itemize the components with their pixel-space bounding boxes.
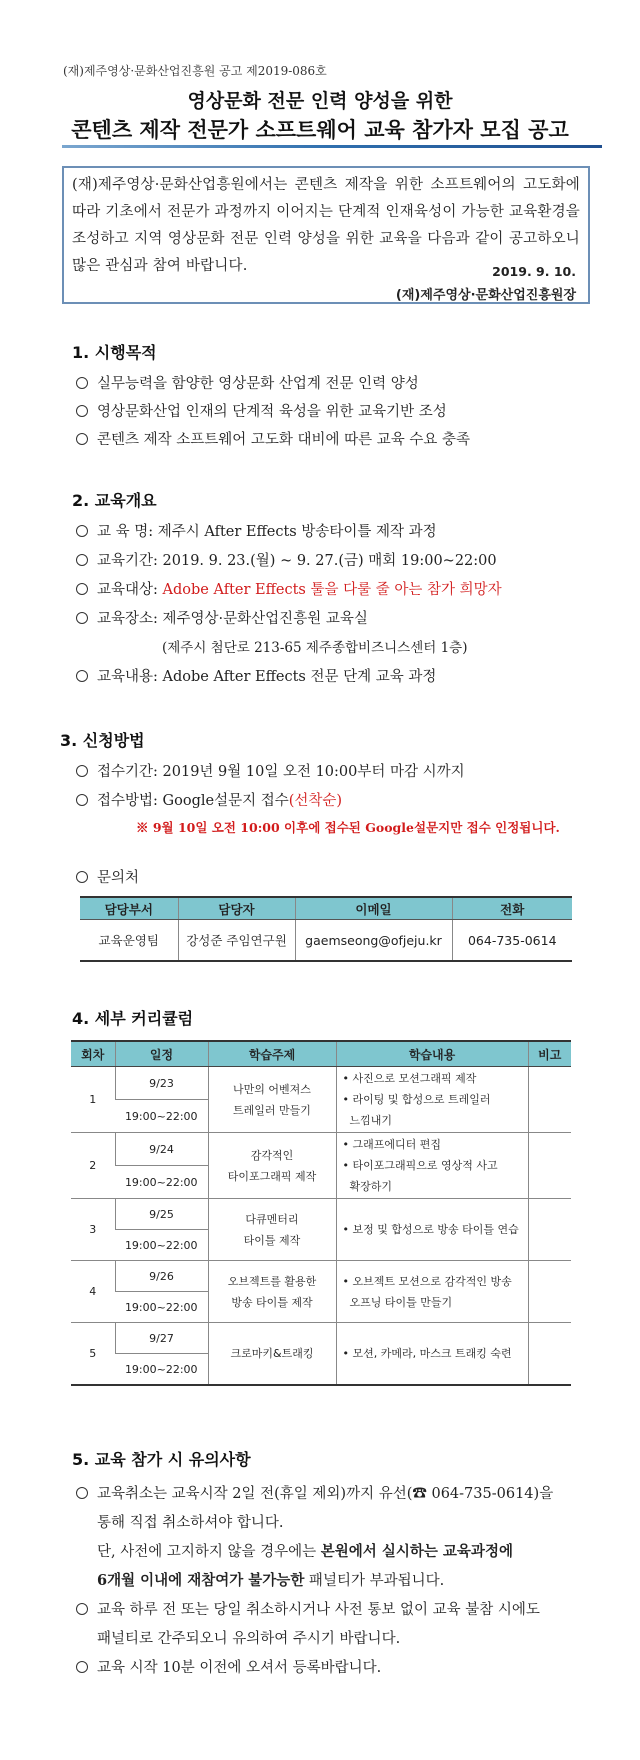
circle-bullet-icon — [76, 377, 88, 389]
session-content: • 오브젝트 모션으로 감각적인 방송 오프닝 타이틀 만들기 — [336, 1261, 528, 1323]
session-time: 19:00~22:00 — [115, 1292, 208, 1323]
sec5-line: 통해 직접 취소하셔야 합니다. — [97, 1515, 284, 1531]
session-time: 19:00~22:00 — [115, 1230, 208, 1261]
circle-bullet-icon — [76, 612, 88, 624]
session-topic: 나만의 어벤져스 트레일러 만들기 — [208, 1067, 336, 1133]
curriculum-header: 비고 — [528, 1041, 571, 1067]
curriculum-header: 학습주제 — [208, 1041, 336, 1067]
sec2-target: 교육대상: Adobe After Effects 툴을 다룰 줄 아는 참가 희망자 — [76, 578, 502, 599]
intro-date: 2019. 9. 10. — [492, 264, 576, 279]
sec2-content: 교육내용: Adobe After Effects 전문 단계 교육 과정 — [76, 665, 436, 686]
contact-header: 이메일 — [295, 897, 452, 920]
session-content: • 모션, 카메라, 마스크 트래킹 숙련 — [336, 1323, 528, 1386]
circle-bullet-icon — [76, 794, 88, 806]
sec2-period: 교육기간: 2019. 9. 23.(월) ~ 9. 27.(금) 매회 19:00~22:00 — [76, 549, 497, 570]
contact-email: gaemseong@ofjeju.kr — [295, 920, 452, 962]
sec1-item: 실무능력을 함양한 영상문화 산업계 전문 인력 양성 — [76, 372, 419, 393]
session-no: 4 — [71, 1261, 115, 1323]
section4-heading: 4. 세부 커리큘럼 — [72, 1009, 194, 1028]
intro-box — [62, 166, 590, 304]
session-topic: 오브젝트를 활용한 방송 타이틀 제작 — [208, 1261, 336, 1323]
section1-heading: 1. 시행목적 — [72, 343, 157, 362]
session-time: 19:00~22:00 — [115, 1166, 208, 1199]
circle-bullet-icon — [76, 1603, 88, 1615]
contact-header: 담당자 — [178, 897, 295, 920]
session-date: 9/27 — [115, 1323, 208, 1354]
session-note — [528, 1199, 571, 1261]
session-note — [528, 1323, 571, 1386]
session-time: 19:00~22:00 — [115, 1354, 208, 1386]
session-no: 1 — [71, 1067, 115, 1133]
intro-text: (재)제주영상·문화산업흥원에서는 콘텐츠 제작을 위한 소프트웨어의 고도화에 따라 기초에서 전문가 과정까지 이어지는 단계적 인재육성이 가능한 교육환경을 조성하고 지역 영상문화 전문 인력 양성을 위한 교육을 다음과 같이 공고하오니 많은 관심과 참여 바랍니다. — [72, 177, 580, 274]
section3-heading: 3. 신청방법 — [60, 731, 145, 750]
session-content: • 보정 및 합성으로 방송 타이틀 연습 — [336, 1199, 528, 1261]
circle-bullet-icon — [76, 433, 88, 445]
session-note — [528, 1261, 571, 1323]
circle-bullet-icon — [76, 871, 88, 883]
curriculum-header: 학습내용 — [336, 1041, 528, 1067]
circle-bullet-icon — [76, 670, 88, 682]
session-topic: 다큐멘터리 타이틀 제작 — [208, 1199, 336, 1261]
sec5-line: 교육 하루 전 또는 당일 취소하시거나 사전 통보 없이 교육 불참 시에도 — [76, 1598, 540, 1619]
contact-header: 담당부서 — [80, 897, 178, 920]
title-underline — [62, 145, 602, 148]
sec5-line: 교육취소는 교육시작 2일 전(휴일 제외)까지 유선(☎ 064-735-0614)을 — [76, 1482, 553, 1503]
session-note — [528, 1067, 571, 1133]
session-topic: 크로마키&트래킹 — [208, 1323, 336, 1386]
session-content: • 그래프에디터 편집 • 타이포그래픽으로 영상적 사고 확장하기 — [336, 1133, 528, 1199]
sec3-warning: ※ 9월 10일 오전 10:00 이후에 접수된 Google설문지만 접수 인정됩니다. — [136, 820, 560, 835]
sec5-line: 단, 사전에 고지하지 않을 경우에는 본원에서 실시하는 교육과정에 — [97, 1543, 513, 1560]
title-line1: 영상문화 전문 인력 양성을 위한 — [187, 90, 453, 112]
contact-label: 문의처 — [76, 866, 139, 887]
session-content: • 사진으로 모션그래픽 제작 • 라이팅 및 합성으로 트레일러 느낌내기 — [336, 1067, 528, 1133]
sec2-name: 교 육 명: 제주시 After Effects 방송타이틀 제작 과정 — [76, 520, 437, 541]
section2-heading: 2. 교육개요 — [72, 491, 157, 510]
session-topic: 감각적인 타이포그래픽 제작 — [208, 1133, 336, 1199]
circle-bullet-icon — [76, 405, 88, 417]
session-time: 19:00~22:00 — [115, 1100, 208, 1133]
session-date: 9/24 — [115, 1133, 208, 1166]
contact-dept: 교육운영팀 — [80, 920, 178, 962]
session-no: 2 — [71, 1133, 115, 1199]
circle-bullet-icon — [76, 554, 88, 566]
session-no: 5 — [71, 1323, 115, 1386]
curriculum-header: 일정 — [115, 1041, 208, 1067]
circle-bullet-icon — [76, 765, 88, 777]
title-line2: 콘텐츠 제작 전문가 소프트웨어 교육 참가자 모집 공고 — [71, 118, 569, 142]
session-date: 9/23 — [115, 1067, 208, 1100]
contact-table — [80, 896, 572, 962]
intro-org: (재)제주영상·문화산업진흥원장 — [395, 288, 576, 303]
curriculum-table — [71, 1040, 571, 1386]
sec5-line: 6개월 이내에 재참여가 불가능한 패널티가 부과됩니다. — [97, 1572, 445, 1589]
session-no: 3 — [71, 1199, 115, 1261]
sec5-line: 패널티로 간주되오니 유의하여 주시기 바랍니다. — [97, 1631, 401, 1647]
contact-header: 전화 — [452, 897, 572, 920]
session-date: 9/26 — [115, 1261, 208, 1292]
sec1-item: 영상문화산업 인재의 단계적 육성을 위한 교육기반 조성 — [76, 400, 447, 421]
contact-person: 강성준 주임연구원 — [178, 920, 295, 962]
section5-heading: 5. 교육 참가 시 유의사항 — [72, 1450, 251, 1469]
contact-phone: 064-735-0614 — [452, 920, 572, 962]
session-note — [528, 1133, 571, 1199]
circle-bullet-icon — [76, 583, 88, 595]
notice-number: (재)제주영상·문화산업진흥원 공고 제2019-086호 — [63, 64, 327, 78]
target-highlight: Adobe After Effects 툴을 다룰 줄 아는 참가 희망자 — [162, 582, 502, 598]
circle-bullet-icon — [76, 1661, 88, 1673]
session-date: 9/25 — [115, 1199, 208, 1230]
circle-bullet-icon — [76, 525, 88, 537]
curriculum-header: 회차 — [71, 1041, 115, 1067]
sec3-period: 접수기간: 2019년 9월 10일 오전 10:00부터 마감 시까지 — [76, 760, 465, 781]
sec3-method: 접수방법: Google설문지 접수(선착순) — [76, 789, 342, 810]
sec5-line: 교육 시작 10분 이전에 오셔서 등록바랍니다. — [76, 1656, 381, 1677]
sec1-item: 콘텐츠 제작 소프트웨어 고도화 대비에 따른 교육 수요 충족 — [76, 428, 470, 449]
circle-bullet-icon — [76, 1487, 88, 1499]
sec2-place: 교육장소: 제주영상·문화산업진흥원 교육실 — [76, 607, 368, 628]
sec2-address: (제주시 첨단로 213-65 제주종합비즈니스센터 1층) — [162, 640, 468, 656]
